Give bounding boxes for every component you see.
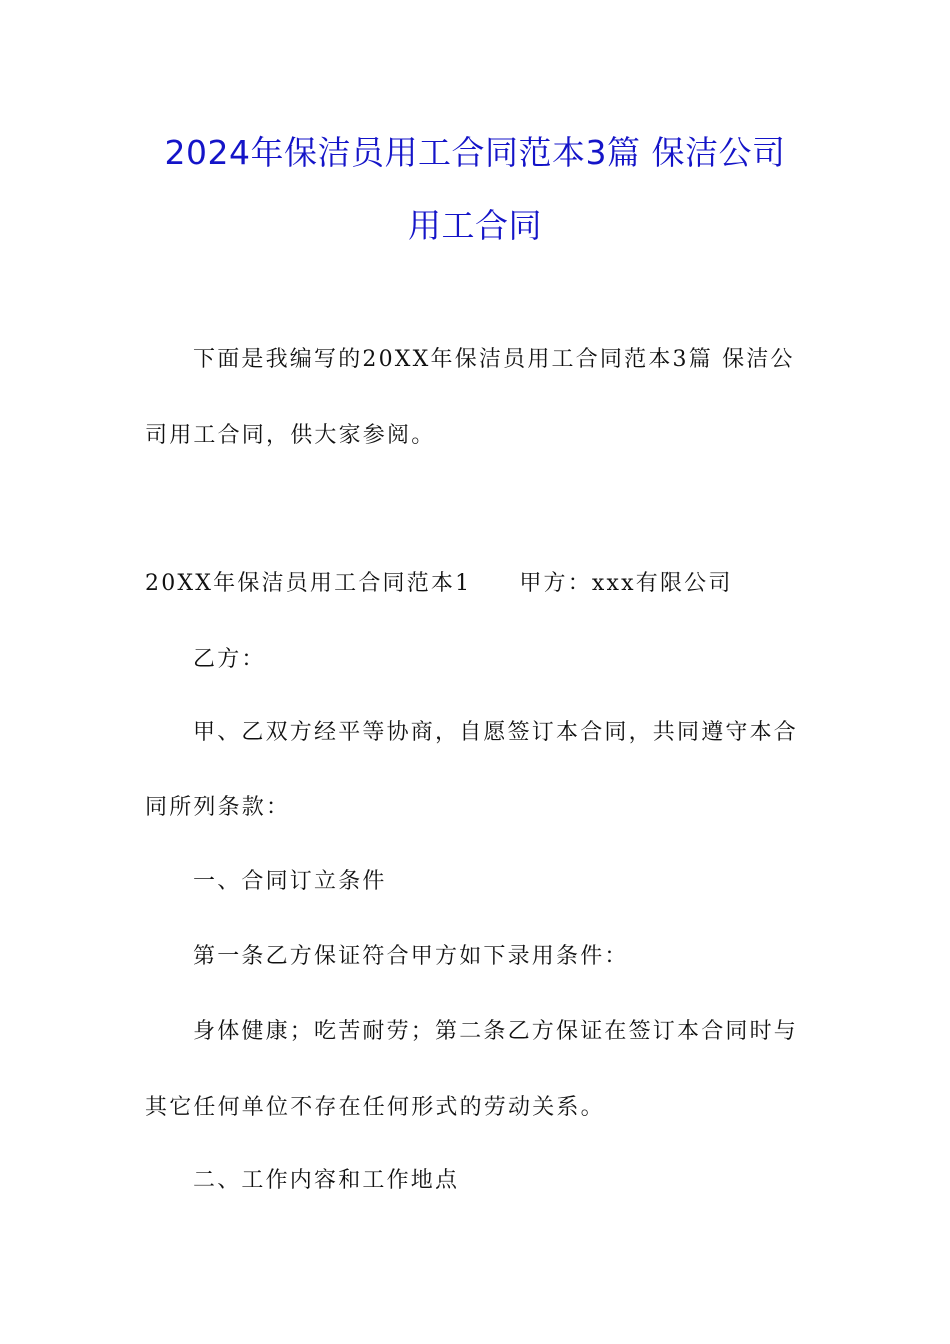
party-a: 甲方：xxx有限公司 — [519, 571, 733, 596]
intro-line-2: 司用工合同，供大家参阅。 — [145, 423, 436, 448]
section-heading-row — [145, 569, 810, 599]
paragraph-1-line-2: 同所列条款： — [145, 795, 291, 820]
article-1: 第一条乙方保证符合甲方如下录用条件： — [193, 944, 629, 969]
section-2-heading: 二、工作内容和工作地点 — [193, 1168, 460, 1193]
section-1-heading: 一、合同订立条件 — [193, 869, 387, 894]
paragraph-1-line-1: 甲、乙双方经平等协商，自愿签订本合同，共同遵守本合 — [193, 720, 799, 745]
intro-line-1: 下面是我编写的20XX年保洁员用工合同范本3篇 保洁公 — [193, 347, 795, 372]
paragraph-2-line-2: 其它任何单位不存在任何形式的劳动关系。 — [145, 1095, 605, 1120]
document-title-line-2: 用工合同 — [408, 206, 542, 245]
document-title-line-1: 2024年保洁员用工合同范本3篇 保洁公司 — [164, 133, 786, 172]
party-b: 乙方： — [193, 647, 266, 672]
paragraph-2-line-1: 身体健康；吃苦耐劳；第二条乙方保证在签订本合同时与 — [193, 1019, 799, 1044]
section-heading: 20XX年保洁员用工合同范本1 — [145, 571, 472, 596]
